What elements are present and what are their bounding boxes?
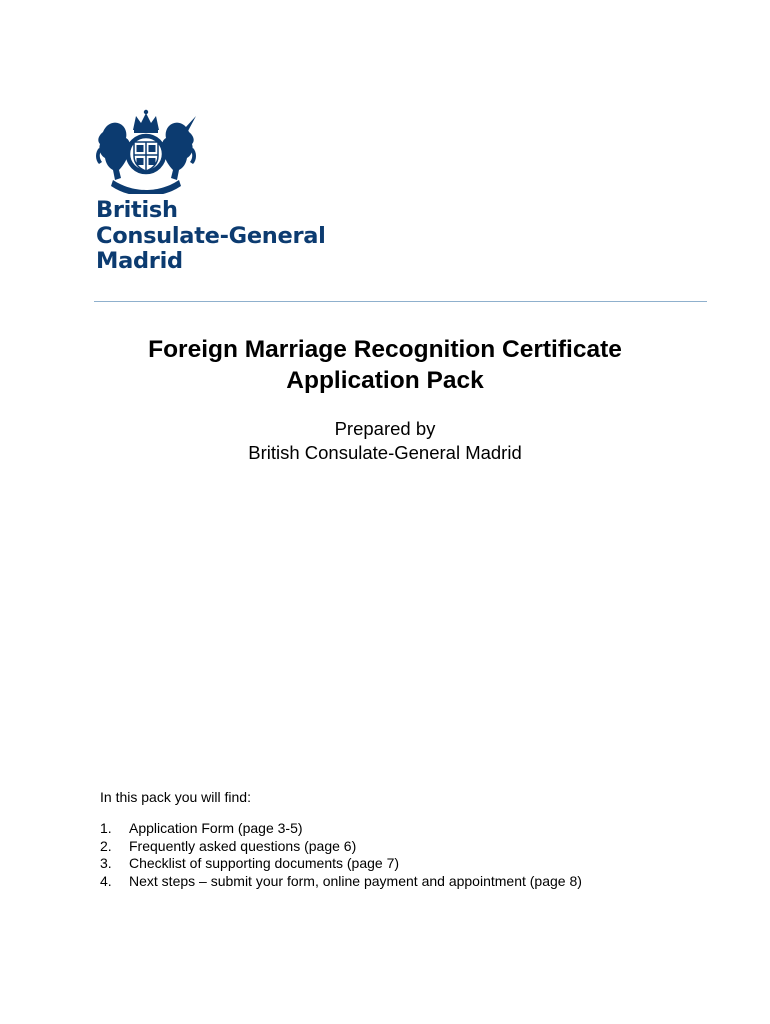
list-item-number: 1. (100, 820, 112, 836)
document-title (0, 334, 770, 396)
prepared-by-org: British Consulate-General Madrid (248, 442, 522, 463)
org-name-line-2: Consulate-General (96, 222, 326, 249)
list-item (100, 873, 582, 891)
list-item (100, 855, 582, 873)
list-item-number: 3. (100, 855, 112, 871)
org-name (96, 198, 326, 275)
list-item-number: 2. (100, 837, 112, 854)
list-item-number: 4. (100, 872, 112, 889)
list-item-text: Application Form (page 3-5) (129, 820, 303, 836)
list-item-text: Next steps – submit your form, online payment and appointment (page 8) (129, 872, 582, 889)
list-item (100, 838, 582, 856)
contents-intro: In this pack you will find: (100, 789, 251, 805)
list-item-text: Frequently asked questions (page 6) (129, 837, 357, 854)
header-divider (94, 301, 707, 302)
document-title-line-1: Foreign Marriage Recognition Certificate (148, 336, 622, 363)
list-item-text: Checklist of supporting documents (page 7) (129, 855, 400, 871)
prepared-by (0, 417, 770, 465)
list-item (100, 820, 582, 838)
contents-list (100, 820, 582, 890)
document-title-line-2: Application Pack (286, 367, 484, 394)
org-name-line-3: Madrid (96, 248, 183, 274)
prepared-by-label: Prepared by (334, 418, 436, 439)
royal-coat-of-arms-icon (93, 108, 199, 194)
org-name-line-1: British (96, 197, 178, 223)
